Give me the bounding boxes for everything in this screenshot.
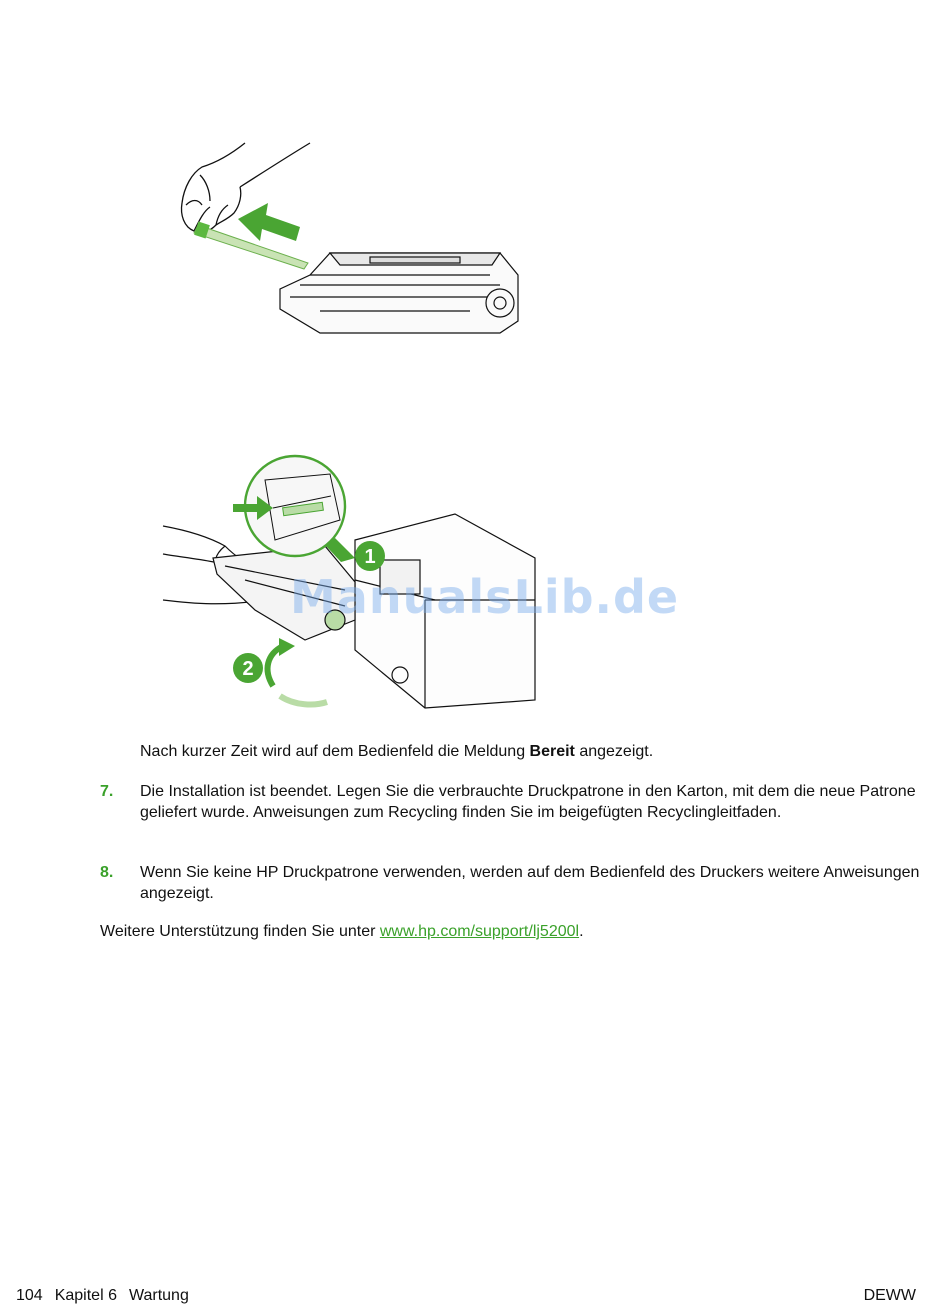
list-item — [100, 862, 920, 904]
callout-2 — [233, 653, 263, 683]
result-paragraph — [140, 741, 920, 762]
watermark: ManualsLib.de — [290, 570, 680, 624]
support-paragraph — [100, 921, 920, 942]
step-number: 7. — [100, 783, 114, 800]
pull-arrow-icon — [238, 203, 300, 241]
support-suffix: . — [579, 923, 584, 940]
status-message-bold: Bereit — [529, 743, 575, 760]
toner-cartridge — [280, 253, 518, 333]
page-footer-left — [16, 1287, 201, 1305]
step-text: Wenn Sie keine HP Druckpatrone verwenden, werden auf dem Bedienfeld des Druckers weitere Anweisungen angezeigt. — [140, 864, 920, 902]
svg-text:1: 1 — [364, 546, 376, 568]
page-number: 104 — [16, 1287, 43, 1304]
page-footer-right: DEWW — [863, 1287, 916, 1304]
result-suffix: angezeigt. — [574, 743, 654, 760]
chapter-label: Kapitel 6 — [54, 1287, 117, 1304]
callout-1 — [355, 541, 385, 571]
svg-text:2: 2 — [242, 658, 254, 680]
support-link[interactable]: www.hp.com/support/lj5200l — [379, 923, 580, 940]
zoom-callout — [233, 456, 355, 562]
step-number: 8. — [100, 864, 114, 881]
result-prefix: Nach kurzer Zeit wird auf dem Bedienfeld die Meldung — [140, 743, 530, 760]
step-text: Die Installation ist beendet. Legen Sie die verbrauchte Druckpatrone in den Karton, mit dem die neue Patrone geliefert wurde. Anweisungen zum Recycling finden Sie im beigefügten Recyclingleitfaden. — [140, 783, 916, 821]
section-label: Wartung — [128, 1287, 189, 1304]
support-prefix: Weitere Unterstützung finden Sie unter — [100, 923, 380, 940]
list-item — [100, 781, 920, 823]
tape-removal-illustration — [170, 135, 530, 345]
